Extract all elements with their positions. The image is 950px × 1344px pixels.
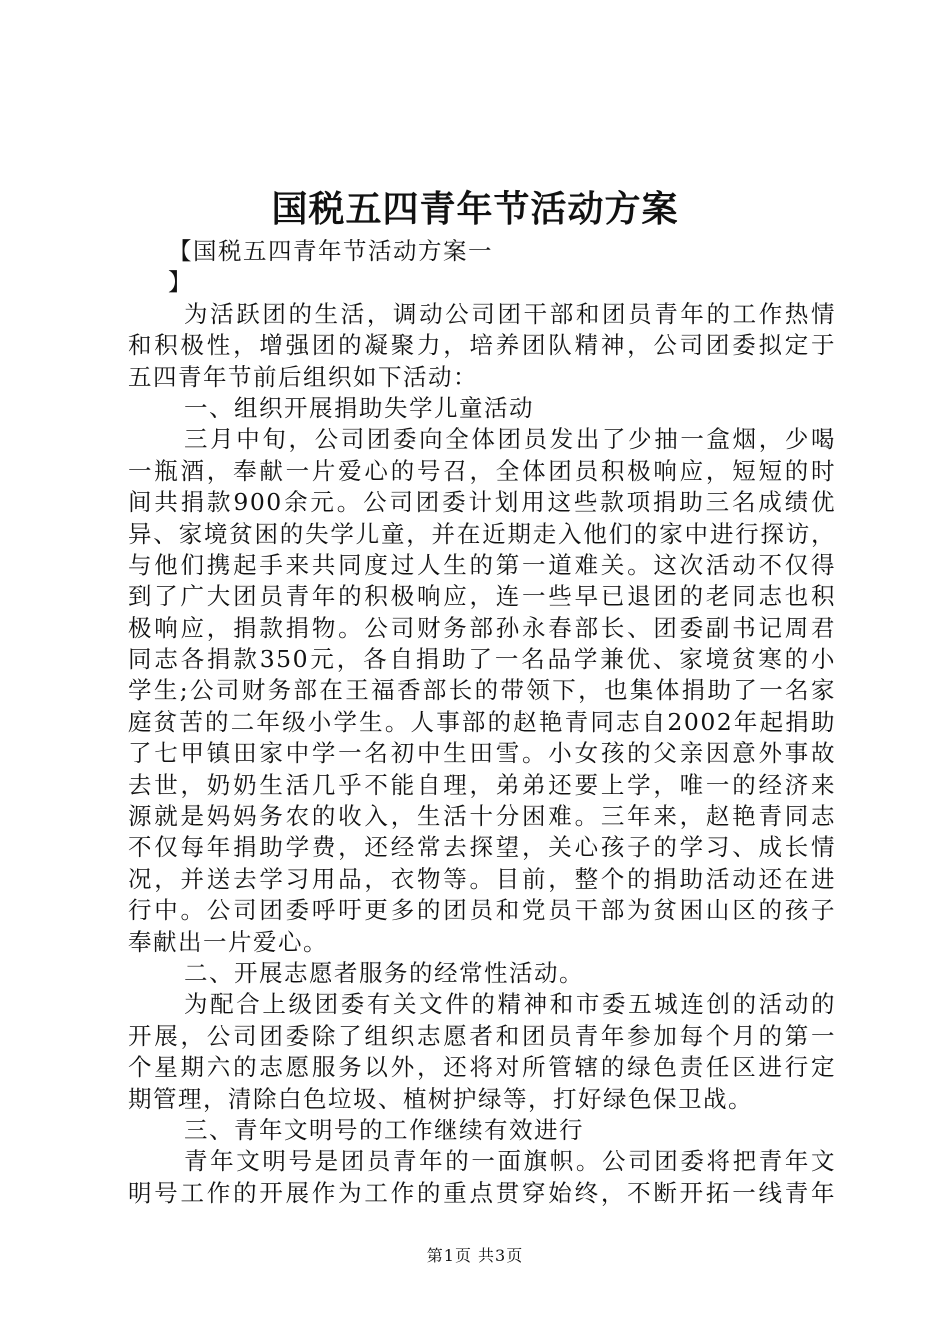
paragraph-line: 去世，奶奶生活几乎不能自理，弟弟还要上学，唯一的经济来: [128, 770, 836, 799]
paragraph-line: 源就是妈妈务农的收入，生活十分困难。三年来，赵艳青同志: [128, 802, 836, 831]
paragraph-line: 和积极性，增强团的凝聚力，培养团队精神，公司团委拟定于: [128, 331, 836, 360]
paragraph-line: 间共捐款900余元。公司团委计划用这些款项捐助三名成绩优: [128, 488, 836, 517]
paragraph-line: 学生;公司财务部在王福香部长的带领下，也集体捐助了一名家: [128, 676, 836, 705]
paragraph-line: 青年文明号是团员青年的一面旗帜。公司团委将把青年文: [184, 1147, 836, 1176]
paragraph-line: 为活跃团的生活，调动公司团干部和团员青年的工作热情: [184, 299, 836, 328]
paragraph-line: 期管理，清除白色垃圾、植树护绿等，打好绿色保卫战。: [128, 1084, 753, 1113]
paragraph-line: 异、家境贫困的失学儿童，并在近期走入他们的家中进行探访，: [128, 519, 836, 548]
paragraph-line: 奉献出一片爱心。: [128, 927, 328, 956]
paragraph-line: 不仅每年捐助学费，还经常去探望，关心孩子的学习、成长情: [128, 833, 836, 862]
paragraph-line: 庭贫苦的二年级小学生。人事部的赵艳青同志自2002年起捐助: [128, 707, 836, 736]
paragraph-line: 五四青年节前后组织如下活动：: [128, 362, 478, 391]
paragraph-line: 极响应，捐款捐物。公司财务部孙永春部长、团委副书记周君: [128, 613, 836, 642]
paragraph-line: 同志各捐款350元，各自捐助了一名品学兼优、家境贫寒的小: [128, 645, 836, 674]
section-header-line: 】: [168, 268, 193, 297]
heading-line: 一、组织开展捐助失学儿童活动: [184, 393, 534, 422]
page-number-footer: 第1页 共3页: [426, 1246, 524, 1265]
paragraph-line: 行中。公司团委呼吁更多的团员和党员干部为贫困山区的孩子: [128, 896, 836, 925]
paragraph-line: 一瓶酒，奉献一片爱心的号召，全体团员积极响应，短短的时: [128, 456, 836, 485]
paragraph-line: 况，并送去学习用品，衣物等。目前，整个的捐助活动还在进: [128, 864, 836, 893]
paragraph-line: 到了广大团员青年的积极响应，连一些早已退团的老同志也积: [128, 582, 836, 611]
heading-line: 二、开展志愿者服务的经常性活动。: [184, 958, 584, 987]
paragraph-line: 与他们携起手来共同度过人生的第一道难关。这次活动不仅得: [128, 550, 836, 579]
document-title: 国税五四青年节活动方案: [271, 188, 679, 230]
paragraph-line: 明号工作的开展作为工作的重点贯穿始终，不断开拓一线青年: [128, 1178, 836, 1207]
document-body: [128, 236, 836, 1209]
section-header-line: 【国税五四青年节活动方案一: [168, 237, 493, 265]
paragraph-line: 了七甲镇田家中学一名初中生田雪。小女孩的父亲因意外事故: [128, 739, 836, 768]
paragraph-line: 为配合上级团委有关文件的精神和市委五城连创的活动的: [184, 990, 836, 1019]
paragraph-line: 三月中旬，公司团委向全体团员发出了少抽一盒烟，少喝: [184, 425, 836, 454]
paragraph-line: 开展，公司团委除了组织志愿者和团员青年参加每个月的第一: [128, 1021, 836, 1050]
paragraph-line: 个星期六的志愿服务以外，还将对所管辖的绿色责任区进行定: [128, 1053, 836, 1082]
heading-line: 三、青年文明号的工作继续有效进行: [184, 1115, 584, 1144]
